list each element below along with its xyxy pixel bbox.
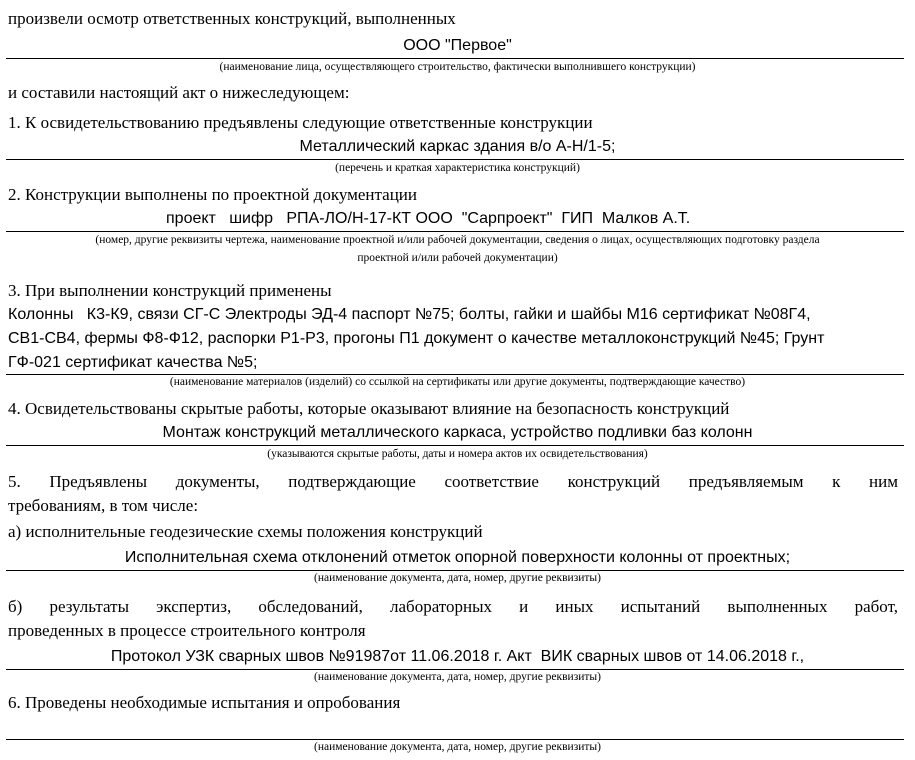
section-1-heading: 1. К освидетельствованию предъявлены следующие ответственные конструкции [8, 113, 593, 132]
section-5b-heading-line1: б) результаты экспертиз, обследований, лабораторных и иных испытаний выполненных работ, [8, 597, 898, 616]
section-2-caption-line1: (номер, другие реквизиты чертежа, наименование проектной и/или рабочей документации, сведения о лицах, осуществляющих подготовку раздела [95, 234, 820, 246]
divider [6, 669, 904, 670]
act-intro-line: и составили настоящий акт о нижеследующем: [8, 83, 350, 102]
section-4-heading: 4. Освидетельствованы скрытые работы, которые оказывают влияние на безопасность конструкций [8, 399, 730, 418]
section-5a-heading: а) исполнительные геодезические схемы положения конструкций [8, 522, 483, 541]
section-3-caption: (наименование материалов (изделий) со ссылкой на сертификаты или другие документы, подтверждающие качество) [169, 376, 746, 388]
section-3-value-line1: Колонны К3-К9, связи СГ-С Электроды ЭД-4 паспорт №75; болты, гайки и шайбы М16 сертификат №08Г4, [8, 306, 811, 323]
divider [6, 374, 904, 375]
divider [6, 159, 904, 160]
section-4-value: Монтаж конструкций металлического каркаса, устройство подливки баз колонн [162, 424, 753, 441]
section-1-caption: (перечень и краткая характеристика конструкций) [335, 162, 580, 174]
builder-caption: (наименование лица, осуществляющего строительство, фактически выполнившего конструкции) [219, 61, 696, 73]
builder-name-value: ООО "Первое" [403, 37, 512, 54]
section-5-heading-line2: требованиям, в том числе: [8, 496, 199, 515]
section-5b-caption: (наименование документа, дата, номер, другие реквизиты) [314, 671, 601, 683]
intro-text: произвели осмотр ответственных конструкций, выполненных [8, 9, 456, 28]
section-5b-heading-line2: проведенных в процессе строительного контроля [8, 621, 366, 640]
section-1-value: Металлический каркас здания в/о А-Н/1-5; [299, 138, 616, 155]
section-6-caption: (наименование документа, дата, номер, другие реквизиты) [314, 741, 601, 753]
divider [6, 231, 904, 232]
section-2-value: проект шифр РПА-ЛО/Н-17-КТ ООО "Сарпроект" ГИП Малков А.Т. [166, 210, 691, 227]
section-6-heading: 6. Проведены необходимые испытания и опробования [8, 693, 401, 712]
section-3-value-line2: СВ1-СВ4, фермы Ф8-Ф12, распорки Р1-Р3, прогоны П1 документ о качестве металлоконструкций №45; Грунт [8, 330, 825, 347]
section-4-caption: (указываются скрытые работы, даты и номера актов их освидетельствования) [267, 448, 648, 460]
section-3-value-line3: ГФ-021 сертификат качества №5; [8, 354, 258, 371]
section-5a-caption: (наименование документа, дата, номер, другие реквизиты) [314, 572, 601, 584]
section-2-caption-line2: проектной и/или рабочей документации) [357, 252, 558, 264]
section-5b-value: Протокол УЗК сварных швов №91987от 11.06.2018 г. Акт ВИК сварных швов от 14.06.2018 г., [110, 648, 805, 665]
divider [6, 570, 904, 571]
section-5a-value: Исполнительная схема отклонений отметок опорной поверхности колонны от проектных; [124, 549, 791, 566]
divider [6, 739, 904, 740]
divider [6, 58, 904, 59]
section-5-heading-line1: 5. Предъявлены документы, подтверждающие соответствие конструкций предъявляемым к ним [8, 472, 898, 491]
section-3-heading: 3. При выполнении конструкций применены [8, 281, 332, 300]
divider [6, 445, 904, 446]
section-2-heading: 2. Конструкции выполнены по проектной документации [8, 185, 417, 204]
